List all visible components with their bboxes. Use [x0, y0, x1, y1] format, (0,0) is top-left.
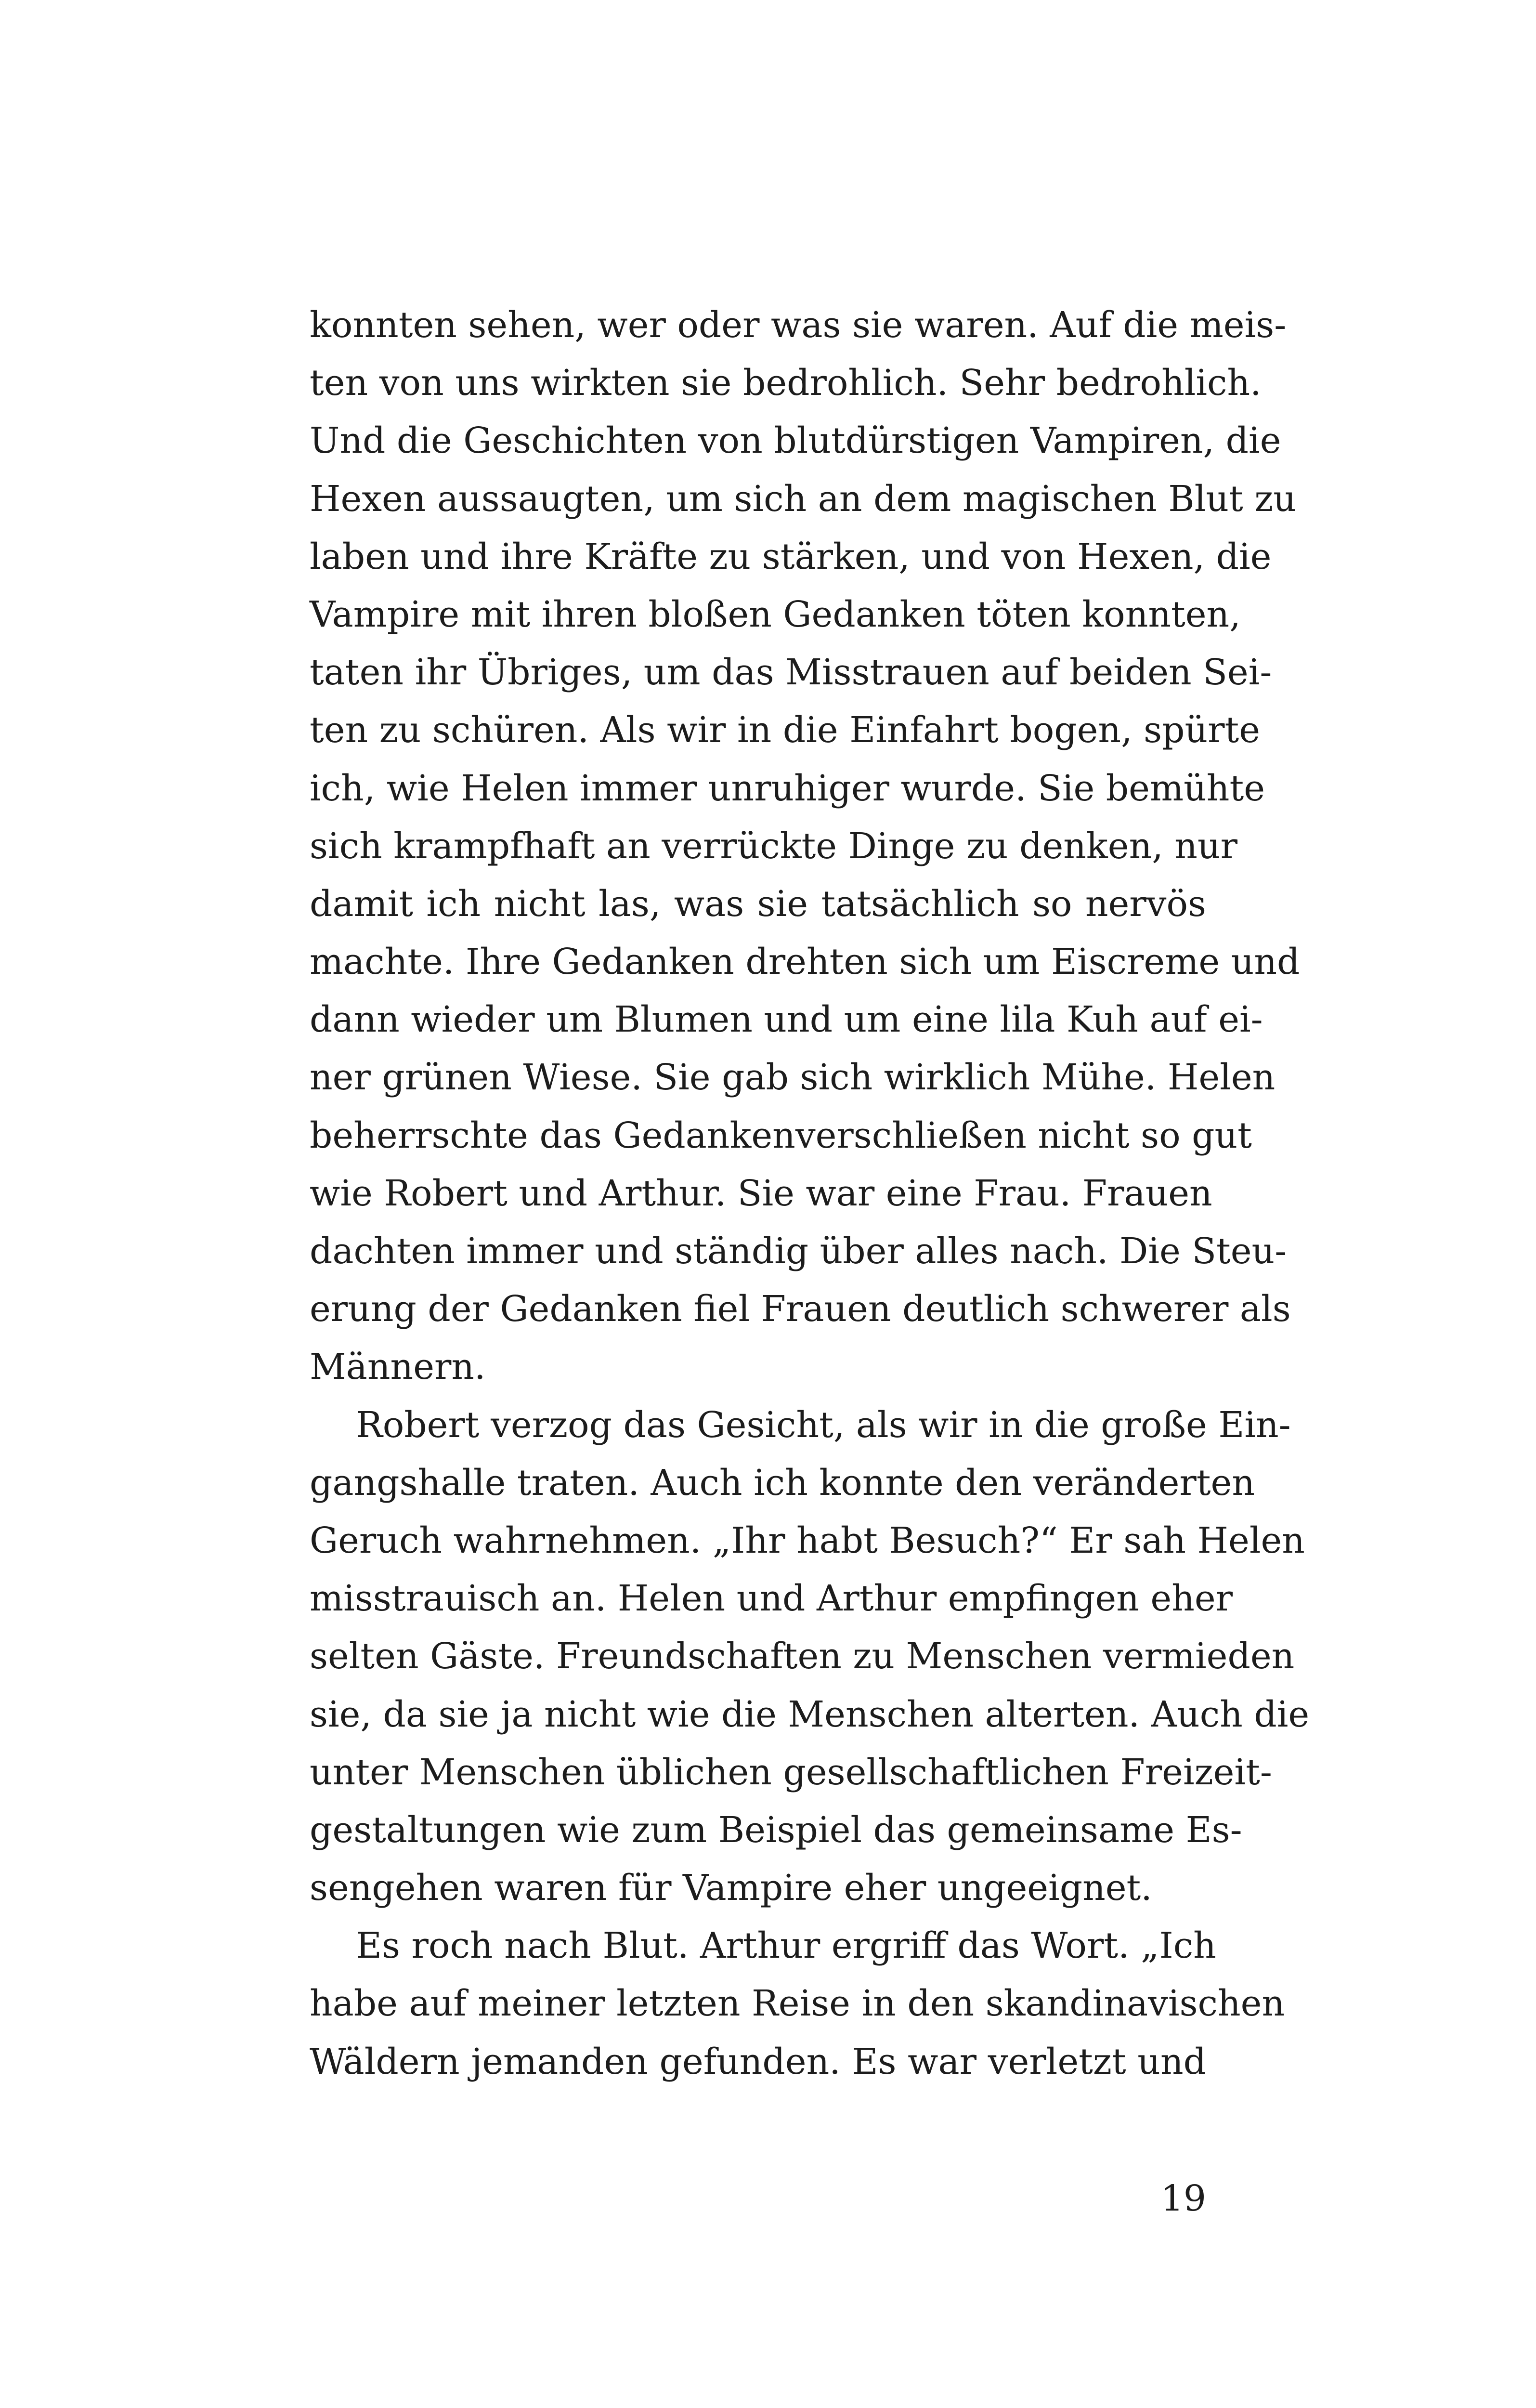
- text-line: gestaltungen wie zum Beispiel das gemeinsame Es-: [310, 1809, 1242, 1851]
- text-line-paragraph-end: sengehen waren für Vampire eher ungeeignet.: [310, 1867, 1152, 1909]
- text-line: wie Robert und Arthur. Sie war eine Frau. Frauen: [310, 1172, 1212, 1214]
- text-line: sich krampfhaft an verrückte Dinge zu denken, nur: [310, 825, 1237, 867]
- text-line: Wäldern jemanden gefunden. Es war verletzt und: [310, 2041, 1206, 2082]
- text-line: Vampire mit ihren bloßen Gedanken töten konnten,: [310, 593, 1241, 635]
- text-line: unter Menschen üblichen gesellschaftlichen Freizeit-: [310, 1751, 1272, 1793]
- text-line: selten Gäste. Freundschaften zu Menschen vermieden: [310, 1636, 1295, 1677]
- text-line-paragraph-start: Robert verzog das Gesicht, als wir in die große Ein-: [356, 1404, 1291, 1446]
- text-line: ich, wie Helen immer unruhiger wurde. Sie bemühte: [310, 767, 1265, 809]
- page-number: 19: [1160, 2178, 1206, 2219]
- text-line: ner grünen Wiese. Sie gab sich wirklich Mühe. Helen: [310, 1057, 1276, 1099]
- text-line: laben und ihre Kräfte zu stärken, und von Hexen, die: [310, 536, 1272, 577]
- text-line: gangshalle traten. Auch ich konnte den veränderten: [310, 1462, 1255, 1504]
- text-line: Geruch wahrnehmen. „Ihr habt Besuch?“ Er sah Helen: [310, 1519, 1305, 1561]
- text-line: beherrschte das Gedankenverschließen nicht so gut: [310, 1114, 1252, 1156]
- text-line: habe auf meiner letzten Reise in den skandinavischen: [310, 1983, 1285, 2025]
- text-line: dachten immer und ständig über alles nach. Die Steu-: [310, 1230, 1287, 1272]
- text-line: ten zu schüren. Als wir in die Einfahrt bogen, spürte: [310, 709, 1261, 751]
- text-line: taten ihr Übriges, um das Misstrauen auf beiden Sei-: [310, 652, 1272, 694]
- text-line: misstrauisch an. Helen und Arthur empfingen eher: [310, 1578, 1233, 1620]
- text-line: Hexen aussaugten, um sich an dem magischen Blut zu: [310, 478, 1296, 520]
- text-line-paragraph-start: Es roch nach Blut. Arthur ergriff das Wort. „Ich: [356, 1925, 1216, 1967]
- text-line: dann wieder um Blumen und um eine lila Kuh auf ei-: [310, 999, 1263, 1041]
- text-line: Und die Geschichten von blutdürstigen Vampiren, die: [310, 420, 1281, 462]
- text-line: ten von uns wirkten sie bedrohlich. Sehr bedrohlich.: [310, 362, 1262, 404]
- text-line-paragraph-end: Männern.: [310, 1346, 486, 1388]
- body-text: [310, 296, 1310, 2091]
- text-line: damit ich nicht las, was sie tatsächlich so nervös: [310, 883, 1206, 925]
- text-line: konnten sehen, wer oder was sie waren. Auf die meis-: [310, 304, 1287, 346]
- text-line: sie, da sie ja nicht wie die Menschen alterten. Auch die: [310, 1693, 1310, 1735]
- text-line: erung der Gedanken fiel Frauen deutlich schwerer als: [310, 1288, 1291, 1330]
- text-line: machte. Ihre Gedanken drehten sich um Eiscreme und: [310, 941, 1300, 983]
